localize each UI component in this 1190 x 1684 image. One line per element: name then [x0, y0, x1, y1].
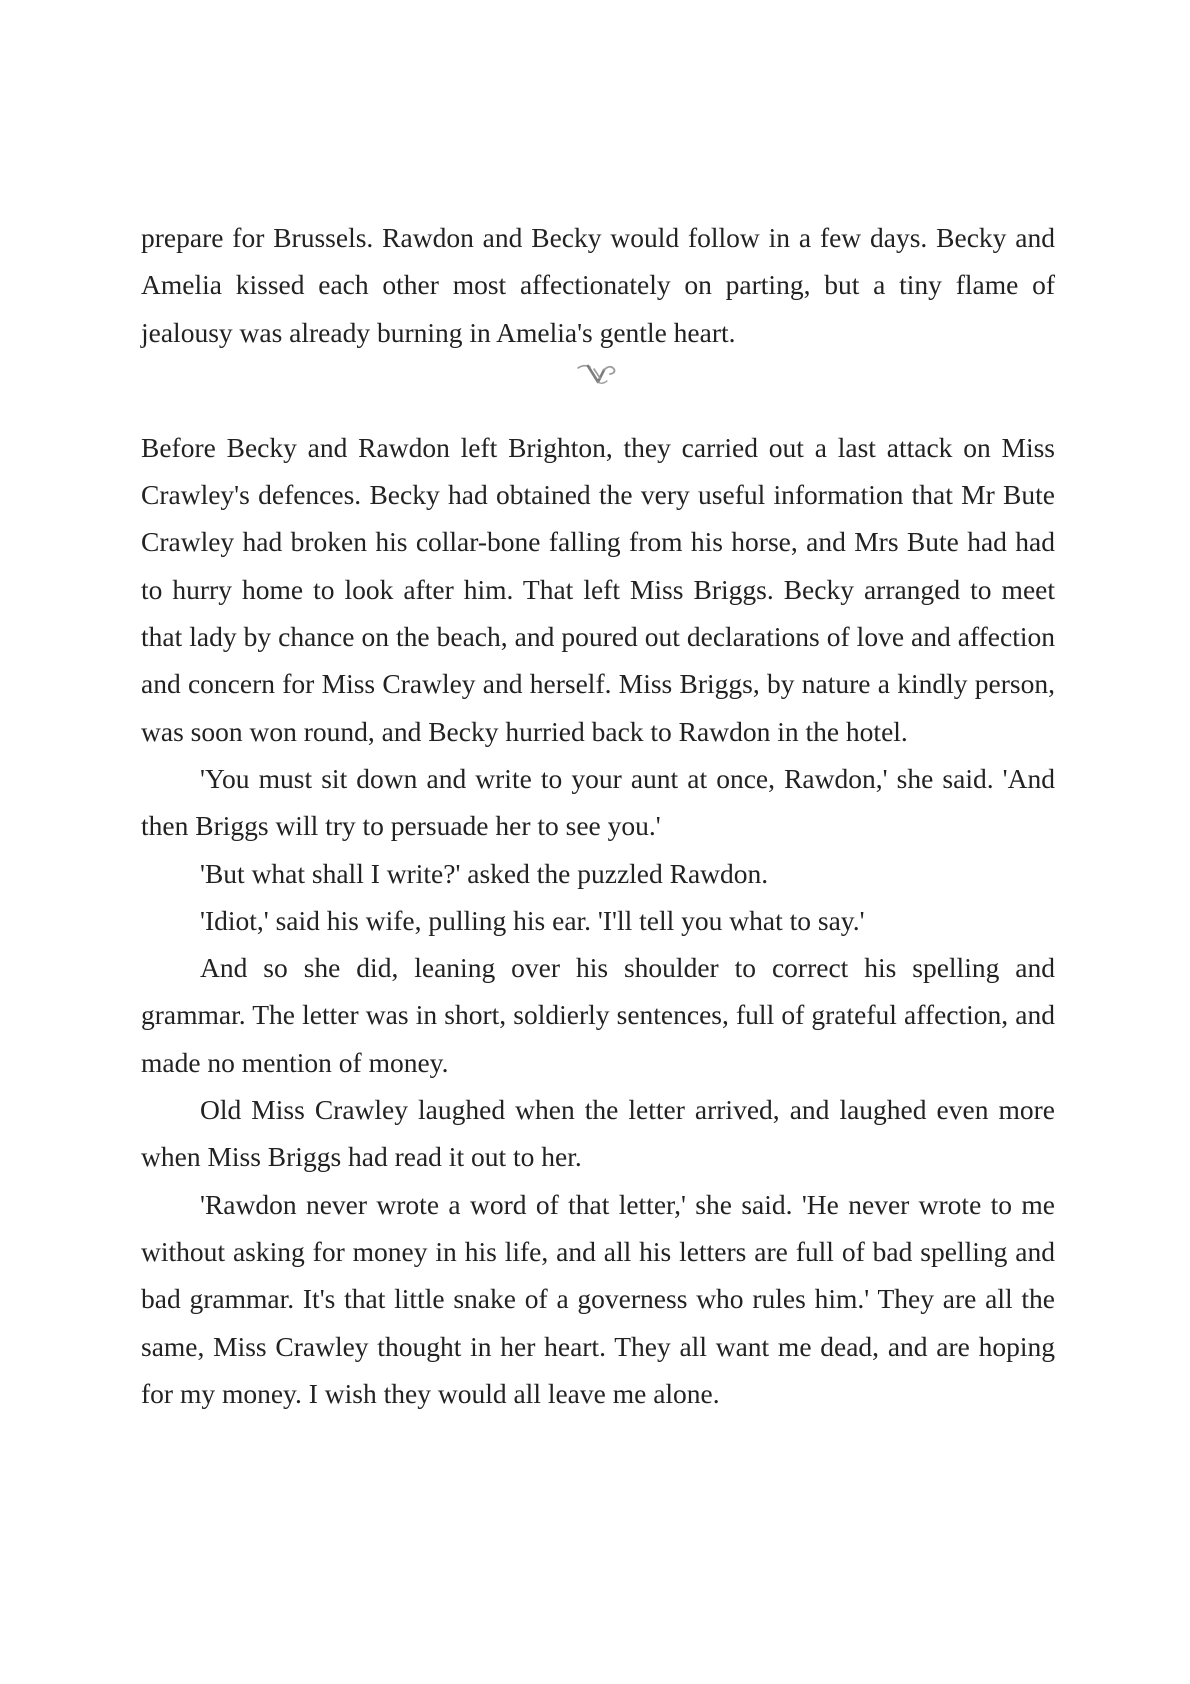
paragraph: Before Becky and Rawdon left Brighton, they carried out a last attack on Miss Crawley's defences. Becky had obtained the very useful information that Mr Bute Crawley had broken his collar-bone falling from his horse, and Mrs Bute had had to hurry home to look after him. That left Miss Briggs. Becky arranged to meet that lady by chance on the beach, and poured out declarations of love and affection and concern for Miss Crawley and herself. Miss Briggs, by nature a kindly person, was soon won round, and Becky hurried back to Rawdon in the hotel. [141, 431, 1055, 747]
section-break [141, 356, 1055, 412]
paragraph: prepare for Brussels. Rawdon and Becky would follow in a few days. Becky and Amelia kissed each other most affectionately on parting, but a tiny flame of jealousy was already burning in Amelia's gentle heart. [141, 222, 1055, 348]
flourish-icon [574, 360, 622, 390]
paragraph: Old Miss Crawley laughed when the letter arrived, and laughed even more when Miss Briggs had read it out to her. [141, 1094, 1055, 1173]
section-gap [141, 412, 1055, 424]
book-page-text [141, 214, 1055, 1417]
paragraph: 'Idiot,' said his wife, pulling his ear. 'I'll tell you what to say.' [200, 904, 865, 936]
paragraph: And so she did, leaning over his shoulder to correct his spelling and grammar. The letter was in short, soldierly sentences, full of grateful affection, and made no mention of money. [141, 952, 1055, 1078]
paragraph: 'You must sit down and write to your aunt at once, Rawdon,' she said. 'And then Briggs will try to persuade her to see you.' [141, 762, 1055, 842]
paragraph: 'But what shall I write?' asked the puzzled Rawdon. [200, 857, 769, 889]
paragraph: 'Rawdon never wrote a word of that letter,' she said. 'He never wrote to me without asking for money in his life, and all his letters are full of bad spelling and bad grammar. It's that little snake of a governess who rules him.' They are all the same, Miss Crawley thought in her heart. They all want me dead, and are hoping for my money. I wish they would all leave me alone. [141, 1188, 1055, 1409]
